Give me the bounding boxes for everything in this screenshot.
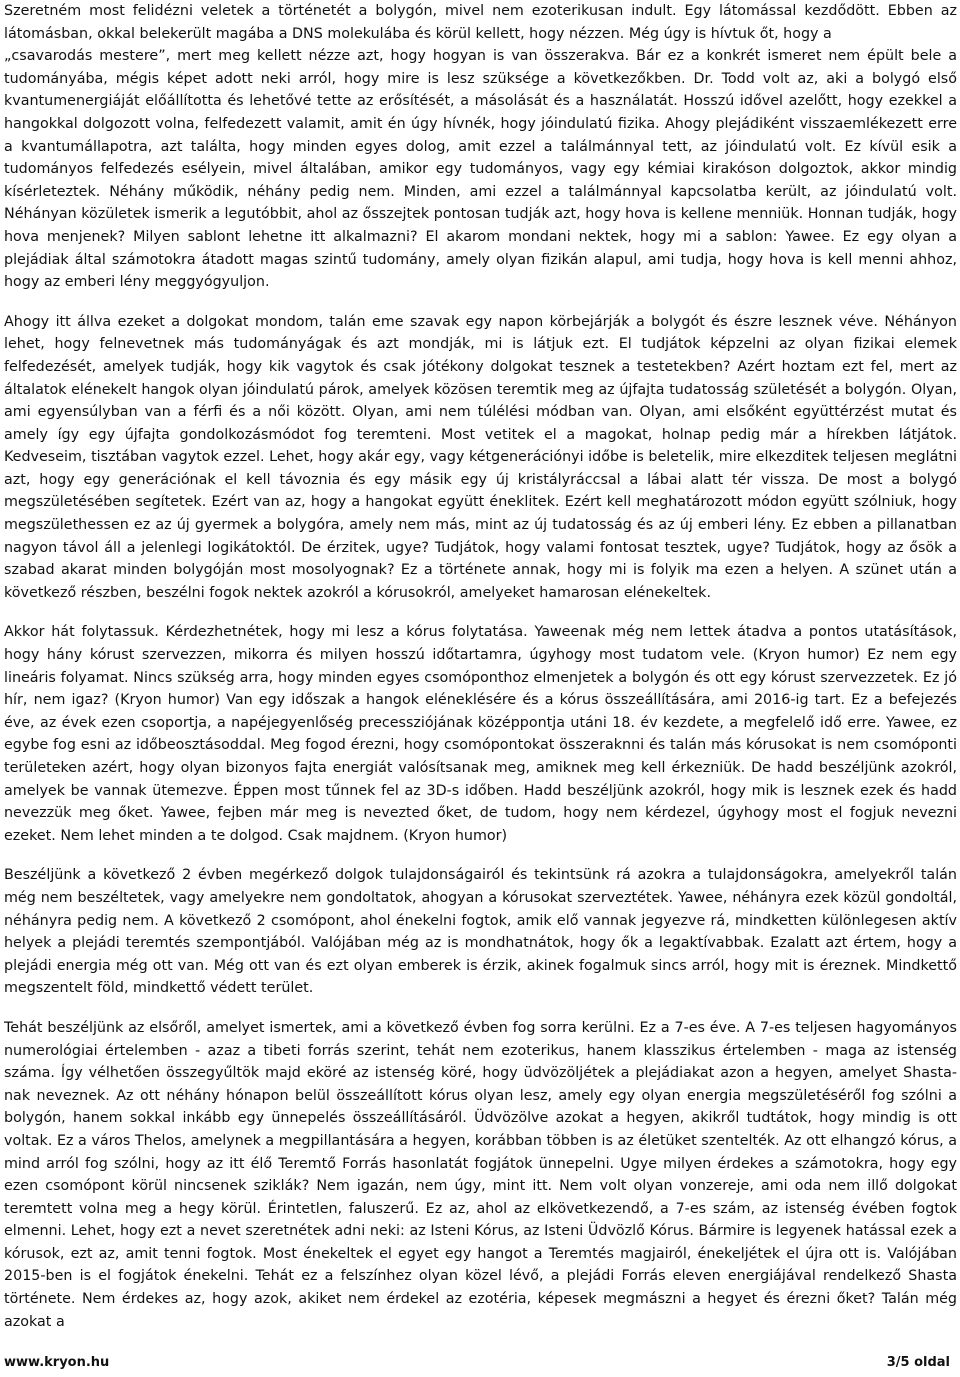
document-body bbox=[4, 0, 957, 1333]
paragraph-5: Tehát beszéljünk az elsőről, amelyet ismertek, ami a következő évben fog sorra kerülni. Ez a 7-es éve. A 7-es teljesen hagyományos numerológiai értelemben - azaz a tibeti forrás szerint, tehát nem ezoterikus, hanem klasszikus értelemben - maga az istenség száma. Így vélhetően összegyűltök majd eköré az istenség köré, hogy üdvözöljétek a plejádiakat azon a hegyen, amelyet Shasta-nak neveznek. Az ott néhány hónapon belül összeállított kórus olyan lesz, amely egy olyan energia megszületéséről fog szólni a bolygón, hanem sokkal inkább egy ünnepelés összeállításáról. Üdvözölve azokat a hegyen, akikről tudtátok, hogy mindig is ott voltak. Ez a város Thelos, amelynek a megpillantására a hegyen, korábban többen is az életüket szentelték. Az ott elhangzó kórus, a mind arról fog szólni, hogy az itt élő Teremtő Forrás hasonlatát fogjátok ünnepelni. Ugye milyen érdekes a számotokra, hogy egy ezen csomópont körül nincsenek sziklák? Nem igazán, nem úgy, mint itt. Nem volt olyan vonzereje, ami oda nem illő dolgokat teremtett volna meg a hegy körül. Érintetlen, faluszerű. Ez az, ahol az elkövetkezendő, a 7-es szám, az istenség évében fogtok elmenni. Lehet, hogy ezt a nevet szeretnétek adni neki: az Isteni Kórus, az Isteni Üdvözlő Kórus. Bármire is legyenek hatással ezek a kórusok, ezt az, amit tenni fogtok. Most énekeltek el egyet egy hangot a Teremtés magjairól, énekeljétek el újra ott is. Valójában 2015-ben is el fogjátok énekelni. Tehát ez a felszínhez olyan közel lévő, a plejádi Forrás eleven energiájával rendelkező Shasta története. Nem érdekes az, hogy azok, akiket nem érdekel az ezotéria, képesek megmászni a hegyet és érezni őket? Talán még azokat a bbox=[4, 1019, 957, 1330]
paragraph-2: Ahogy itt állva ezeket a dolgokat mondom, talán eme szavak egy napon körbejárják a bolygót és észre lesznek véve. Néhányon lehet, hogy felnevetnek más tudományágak és azt mondják, mi is látjuk ezt. El tudjátok képzelni az olyan fizikai elemek felfedezését, amelyek tudják, hogy kik vagytok és csak jótékony dolgokat tesznek a testetekben? Azért hoztam ezt fel, mert az általatok elénekelt hangok olyan jóindulatú párok, amelyek közösen teremtik meg az újfajta tudatosság születését a bolygón. Olyan, ami egyensúlyban van a férfi és a női között. Olyan, ami nem túlélési módban van. Olyan, ami elsőként együttérzést mutat és amely így egy újfajta gondolkozásmódot fog teremteni. Most vetitek el a magokat, holnap pedig már a hírekben látjátok. Kedveseim, tisztában vagytok ezzel. Lehet, hogy akár egy, vagy kétgenerációnyi időbe is beletelik, mire elkezditek teljesen meglátni azt, hogy egy generációnak el kell távoznia és egy másik egy új kristályráccsal a lábai alatt tér vissza. De most a bolygó megszületésében segítetek. Ezért van az, hogy a hangokat együtt éneklitek. Ezért kell meghatározott módon együtt szólniuk, hogy megszülethessen ez az új gyermek a bolygóra, amely nem más, mint az új tudatosság és az új emberi lény. Ez ebben a pillanatban nagyon távol áll a jelenlegi logikátoktól. De érzitek, ugye? Tudjátok, hogy valami fontosat tesztek, ugye? Tudjátok, hogy az ősök a szabad akarat minden bolygóján most mosolyognak? Ez a története annak, hogy mi is folyik ma ezen a helyen. A szünet után a következő részben, beszélni fogok nektek azokról a kórusokról, amelyeket hamarosan elénekeltek. bbox=[4, 313, 957, 601]
page-footer bbox=[4, 1355, 950, 1373]
paragraph-4: Beszéljünk a következő 2 évben megérkező dolgok tulajdonságairól és tekintsünk rá azokra a tulajdonságokra, amelyekről talán még nem beszéltetek, vagy amelyekre nem gondoltatok, ahogyan a kórusokat szerveztétek. Yawee, néhányra ezek közül gondoltál, néhányra pedig nem. A következő 2 csomópont, ahol énekelni fogtok, amik elő vannak jegyezve rá, mindketten különlegesen aktív helyek a plejádi teremtés szempontjából. Valójában még az is mondhatnátok, hogy ők a legaktívabbak. Ezalatt azt értem, hogy a plejádi energia még ott van. Még ott van és ezt olyan emberek is érzik, akinek fogalmuk sincs arról, hogy mit is éreznek. Mindkettő megszentelt föld, mindkettő védett terület. bbox=[4, 867, 957, 997]
footer-website: www.kryon.hu bbox=[4, 1355, 110, 1370]
footer-page-number: 3/5 oldal bbox=[886, 1355, 950, 1370]
paragraph-1: Szeretném most felidézni veletek a történetét a bolygón, mivel nem ezoterikusan indult. Egy látomással kezdődött. Ebben az látomásban, okkal belekerült magába a DNS molekulába és körül kellett, hogy nézzen. Még úgy is hívtuk őt, hogy a „csavarodás mestere”, mert meg kellett nézze azt, hogy hogyan is van összerakva. Bár ez a konkrét ismeret nem épült bele a tudományába, mégis képet adott neki arról, hogy mire is lesz szüksége a következőkben. Dr. Todd volt az, aki a bolygó első kvantumenergiáját előállította és lehetővé tette az erősítését, a másolását és a használatát. Hosszú idővel azelőtt, hogy ezekkel a hangokkal dolgozott volna, felfedezett valamit, amit én úgy hívnék, hogy jóindulatú fizika. Ahogy plejádiként visszaemlékezett erre a kvantumállapotra, azt találta, hogy minden egyes dolog, amit ezzel a találmánnyal tett, az jóindulatú volt. Ez kívül esik a tudományos felfedezés esélyein, mivel általában, amikor egy tudományos, vagy egy kémiai kirakóson dolgoztok, akkor mindig kísérleteztek. Néhány működik, néhány pedig nem. Minden, ami ezzel a találmánnyal kapcsolatba került, az jóindulatú volt. Néhányan közületek ismerik a legutóbbit, ahol az ősszejtek pontosan tudják azt, hogy hova is kellene menniük. Honnan tudják, hogy hova menjenek? Milyen sablont lehetne itt alkalmazni? El akarom mondani nektek, hogy mi a sablon: Yawee. Ez egy olyan a plejádiak által számotokra átadott magas szintű tudomány, amely olyan fizikán alapul, ami tudja, hogy hova is kell menni ahhoz, hogy az emberi lény meggyógyuljon. bbox=[4, 3, 957, 291]
paragraph-3: Akkor hát folytassuk. Kérdezhetnétek, hogy mi lesz a kórus folytatása. Yaweenak még nem lettek átadva a pontos utatásítások, hogy hány kórust szervezzen, mikorra és milyen hosszú időtartamra, úgyhogy most tudatom vele. (Kryon humor) Ez nem egy lineáris folyamat. Nincs szükség arra, hogy minden egyes csomóponthoz elmenjetek a bolygón és ott egy kórust szervezzetek. Ez jó hír, nem igaz? (Kryon humor) Van egy időszak a hangok eléneklésére és a kórus összeállítására, ami 2016-ig tart. Ez a befejezés éve, az évek ezen csoportja, a napéjegyenlőség precessziójának középpontja utáni 18. év kezdete, a megfelelő idő erre. Yawee, ez egybe fog esni az időbeosztásoddal. Meg fogod érezni, hogy csomópontokat összeraknni és talán más kórusokat is nem csomóponti területeken azért, hogy olyan bizonyos fajta energiát valósítsanak meg, amiknek meg kell érkezniük. De hadd beszéljünk azokról, amelyek be vannak ütemezve. Éppen most tűnnek fel az 3D-s időben. Hadd beszéljünk azokról, hogy mik is lesznek ezek és hadd nevezzük meg őket. Yawee, fejben már meg is nevezted őket, de tudom, hogy nem kérdezel, úgyhogy most el fogjuk nevezni ezeket. Nem lehet minden a te dolgod. Csak majdnem. (Kryon humor) bbox=[4, 624, 957, 844]
